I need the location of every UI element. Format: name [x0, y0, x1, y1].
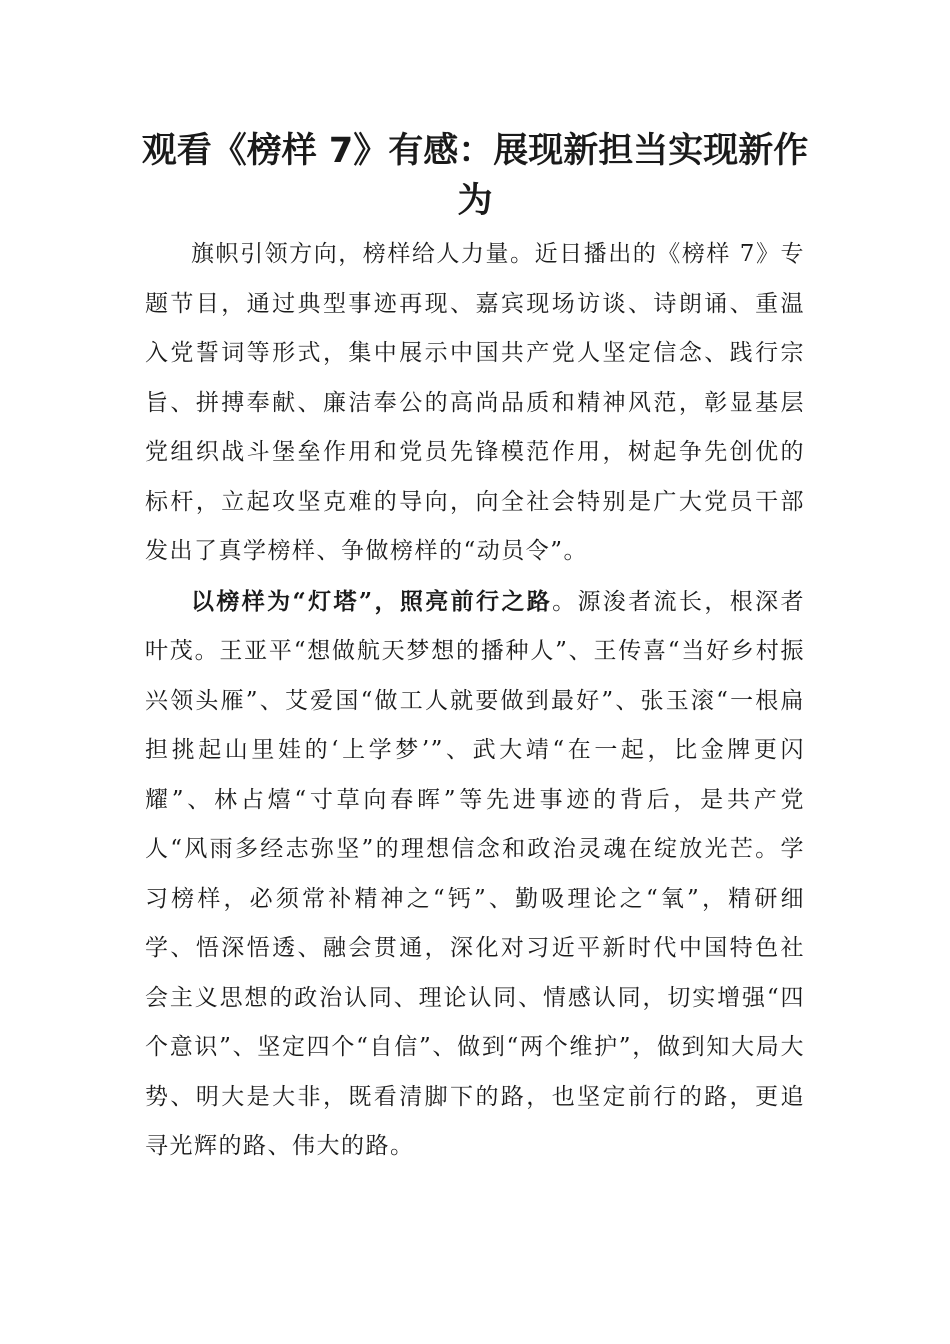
document-body: [145, 230, 805, 1172]
paragraph-intro: [145, 230, 805, 577]
document-title: 观看《榜样 7》有感：展现新担当实现新作为: [141, 131, 809, 221]
paragraph-beacon-heading: 以榜样为“灯塔”，照亮前行之路: [191, 587, 553, 615]
paragraph-beacon-text: 。源浚者流长，根深者叶茂。王亚平“想做航天梦想的播种人”、王传喜“当好乡村振兴领头雁”、艾爱国“做工人就要做到最好”、张玉滚“一根扁担挑起山里娃的‘上学梦’”、武大靖“在一起，比金牌更闪耀”、林占熺“寸草向春晖”等先进事迹的背后，是共产党人“风雨多经志弥坚”的理想信念和政治灵魂在绽放光芒。学习榜样，必须常补精神之“钙”、勤吸理论之“氧”，精研细学、悟深悟透、融会贯通，深化对习近平新时代中国特色社会主义思想的政治认同、理论认同、情感认同，切实增强“四个意识”、坚定四个“自信”、做到“两个维护”，做到知大局大势、明大是大非，既看清脚下的路，也坚定前行的路，更追寻光辉的路、伟大的路。: [145, 588, 805, 1159]
paragraph-beacon: [145, 577, 805, 1172]
paragraph-intro-text: 旗帜引领方向，榜样给人力量。近日播出的《榜样 7》专题节目，通过典型事迹再现、嘉宾现场访谈、诗朗诵、重温入党誓词等形式，集中展示中国共产党人坚定信念、践行宗旨、拼搏奉献、廉洁奉公的高尚品质和精神风范，彰显基层党组织战斗堡垒作用和党员先锋模范作用，树起争先创优的标杆，立起攻坚克难的导向，向全社会特别是广大党员干部发出了真学榜样、争做榜样的“动员令”。: [145, 241, 805, 564]
